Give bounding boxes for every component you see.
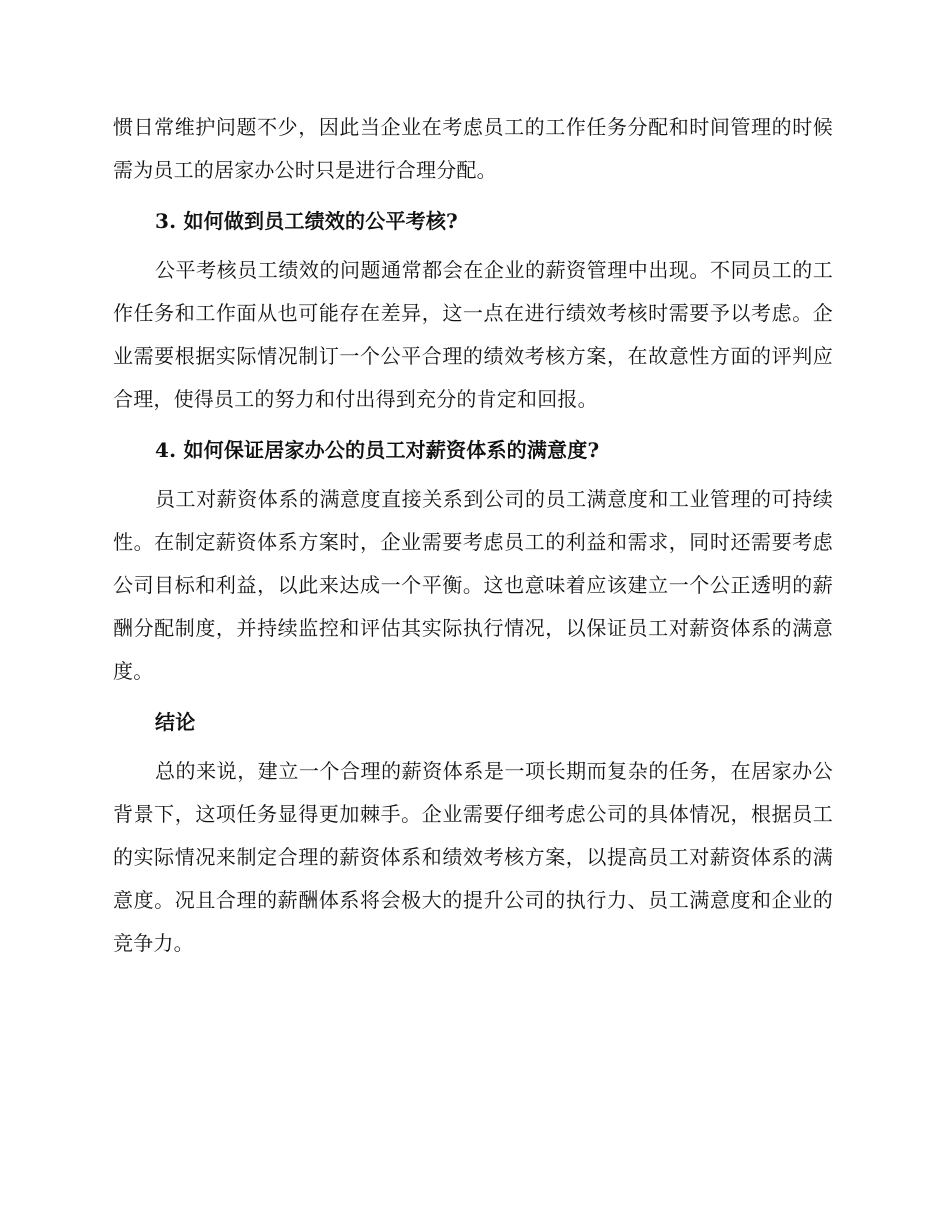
section-4-paragraph: 员工对薪资体系的满意度直接关系到公司的员工满意度和工业管理的可持续性。在制定薪资体系方案时，企业需要考虑员工的利益和需求，同时还需要考虑公司目标和利益，以此来达成一个平衡。这也意味着应该建立一个公正透明的薪酬分配制度，并持续监控和评估其实际执行情况，以保证员工对薪资体系的满意度。 <box>113 487 833 683</box>
conclusion-heading: 结论 <box>155 710 196 734</box>
section-heading-4: 4. 如何保证居家办公的员工对薪资体系的满意度? <box>155 438 600 462</box>
conclusion-paragraph: 总的来说，建立一个合理的薪资体系是一项长期而复杂的任务，在居家办公背景下，这项任务显得更加棘手。企业需要仔细考虑公司的具体情况，根据员工的实际情况来制定合理的薪资体系和绩效考核方案，以提高员工对薪资体系的满意度。况且合理的薪酬体系将会极大的提升公司的执行力、员工满意度和企业的竞争力。 <box>113 759 833 955</box>
section-3-paragraph: 公平考核员工绩效的问题通常都会在企业的薪资管理中出现。不同员工的工作任务和工作面从也可能存在差异，这一点在进行绩效考核时需要予以考虑。企业需要根据实际情况制订一个公平合理的绩效考核方案，在故意性方面的评判应合理，使得员工的努力和付出得到充分的肯定和回报。 <box>113 258 833 411</box>
section-heading-3: 3. 如何做到员工绩效的公平考核? <box>155 209 458 233</box>
continued-paragraph: 惯日常维护问题不少，因此当企业在考虑员工的工作任务分配和时间管理的时候需为员工的居家办公时只是进行合理分配。 <box>113 115 833 182</box>
document-body <box>113 106 833 965</box>
